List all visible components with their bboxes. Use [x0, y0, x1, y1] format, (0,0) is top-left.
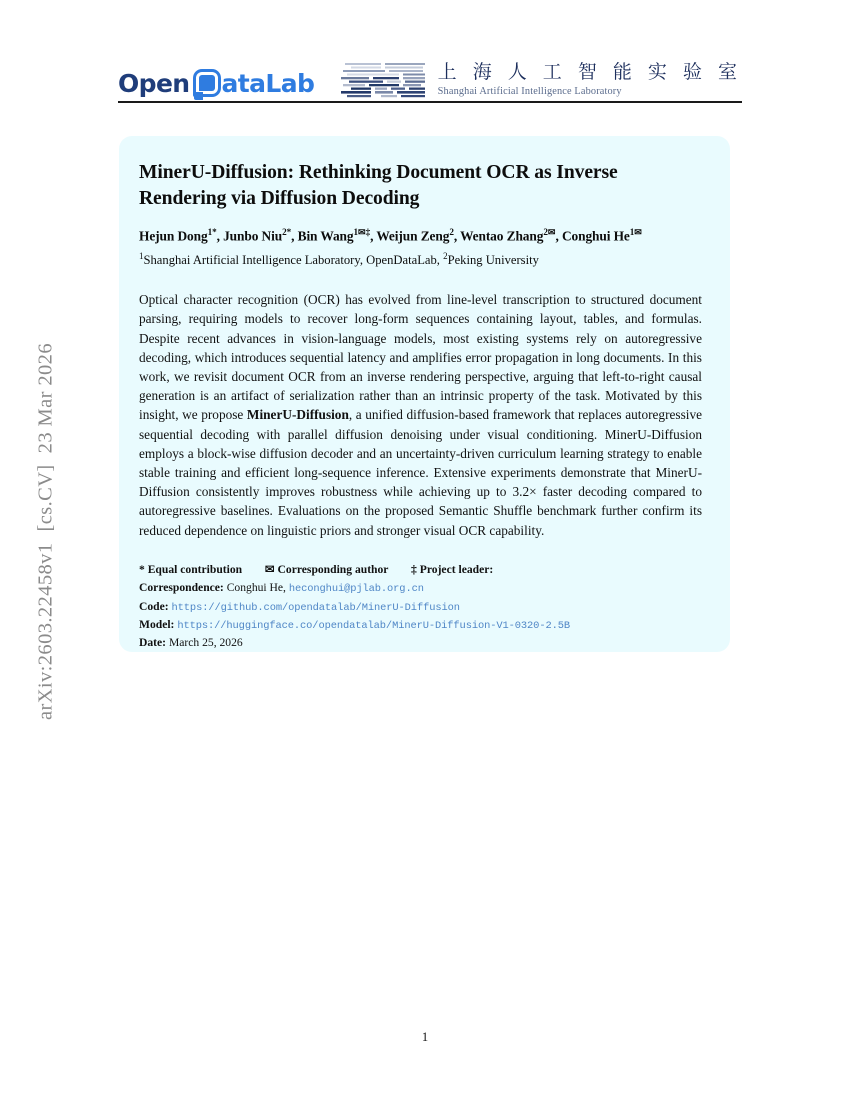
corresponding-author-envelope-icon: ✉	[264, 562, 275, 576]
shanghai-ai-lab-stripes-icon	[341, 61, 429, 99]
date-row	[139, 634, 702, 652]
author-affiliation-marks: 1*	[207, 226, 217, 237]
date-key: Date:	[139, 636, 167, 650]
opendatalab-word-open: Open	[118, 68, 190, 98]
equal-contribution-label: Equal contribution	[147, 562, 243, 576]
author-list: Hejun Dong$^{1*}$, Junbo Niu$^{2*}$, Bin Wang$^{1✉\ddagger}$, Weijun Zeng$^2$, Wentao Zhang$^{2✉}$, Conghui $He^{1✉}$	[139, 226, 642, 243]
author-name: Weijun Zeng	[376, 227, 450, 243]
affiliation-name: Shanghai Artificial Intelligence Laboratory, OpenDataLab,	[143, 253, 440, 268]
model-key: Model:	[139, 617, 175, 631]
opendatalab-word-atalab: ataLab	[221, 68, 315, 98]
abstract-text: Optical character recognition (OCR) has evolved from line-level transcription to structured document parsing, requiring models to recover long-form sequences containing layout, tables, and formulas. Despite recent advances in vision-language models, most existing systems rely on autoregressive decoding, which introduces sequential latency and amplifies error propagation in long documents. In this work, we revisit document OCR from an inverse rendering perspective, arguing that left-to-right causal generation is an artifact of serialization rather than an intrinsic property of the task. Motivated by this insight, we propose MinerU-Diffusion, a unified diffusion-based framework that replaces autoregressive sequential decoding with parallel diffusion denoising under visual conditioning. MinerU-Diffusion employs a block-wise diffusion decoder and an uncertainty-driven curriculum learning strategy to enable stable training and efficient long-sequence inference. Extensive experiments demonstrate that MinerU-Diffusion consistently improves robustness while achieving up to 3.2× faster decoding compared to autoregressive baselines. Evaluations on the proposed Semantic Shuffle benchmark further confirm its reduced dependence on linguistic priors and stronger visual OCR capability.	[139, 292, 702, 538]
affiliation-name: Peking University	[447, 253, 539, 268]
author-affiliation-marks: 1✉‡	[353, 226, 371, 237]
paper-metadata-block	[139, 561, 702, 653]
date-value: March 25, 2026	[168, 636, 243, 650]
footnote-project-leader	[411, 563, 493, 576]
correspondence-key: Correspondence:	[139, 581, 224, 595]
author-name: Wentao Zhang	[460, 227, 544, 243]
affiliation-index: 1	[139, 251, 144, 262]
corresponding-author-label: Corresponding author	[277, 562, 389, 576]
code-key: Code:	[139, 599, 169, 613]
shanghai-ai-lab-english-name: Shanghai Artificial Intelligence Laboratory	[437, 85, 622, 97]
correspondence-email-link[interactable]: heconghui@pjlab.org.cn	[288, 583, 424, 596]
project-leader-label: Project leader:	[419, 562, 494, 576]
abstract-bold-term: MinerU-Diffusion	[246, 407, 349, 423]
author-affiliation-marks: 1✉	[629, 226, 642, 237]
footnote-symbols-row	[139, 561, 702, 579]
arxiv-stamp: arXiv:2603.22458v1 [cs.CV] 23 Mar 2026	[34, 343, 57, 720]
author-affiliation-marks: 2✉	[543, 226, 556, 237]
opendatalab-d-mark-icon	[193, 69, 221, 97]
abstract-card	[119, 136, 730, 652]
page-header	[118, 52, 742, 104]
affiliation-list	[139, 250, 702, 270]
model-row	[139, 616, 702, 634]
footnote-corresponding-author	[265, 563, 391, 576]
footnote-equal-contribution	[139, 563, 245, 576]
affiliation-index: 2	[443, 251, 448, 262]
page-number: 1	[421, 1030, 429, 1044]
equal-contribution-symbol: *	[139, 562, 145, 576]
author-name: Hejun Dong	[139, 227, 208, 243]
correspondence-row	[139, 579, 702, 597]
author-name: Bin Wang	[297, 227, 354, 243]
code-row	[139, 598, 702, 616]
author-name: Junbo Niu	[223, 227, 283, 243]
paper-title: MinerU-Diffusion: Rethinking Document OCR as Inverse Rendering via Diffusion Decoding	[139, 162, 618, 210]
author-name: Conghui He	[561, 227, 630, 243]
correspondence-name: Conghui He,	[226, 581, 286, 595]
shanghai-ai-lab-logo	[341, 58, 742, 102]
opendatalab-logo	[118, 66, 314, 102]
header-divider-rule	[118, 101, 742, 103]
author-affiliation-marks: 2*	[282, 226, 292, 237]
shanghai-ai-lab-chinese-name: 上 海 人 工 智 能 实 验 室	[437, 60, 742, 83]
author-affiliation-marks: 2	[449, 226, 454, 237]
project-leader-symbol: ‡	[411, 562, 417, 576]
code-url-link[interactable]: https://github.com/opendatalab/MinerU-Diffusion	[171, 601, 460, 614]
model-url-link[interactable]: https://huggingface.co/opendatalab/MinerU-Diffusion-V1-0320-2.5B	[177, 619, 570, 632]
